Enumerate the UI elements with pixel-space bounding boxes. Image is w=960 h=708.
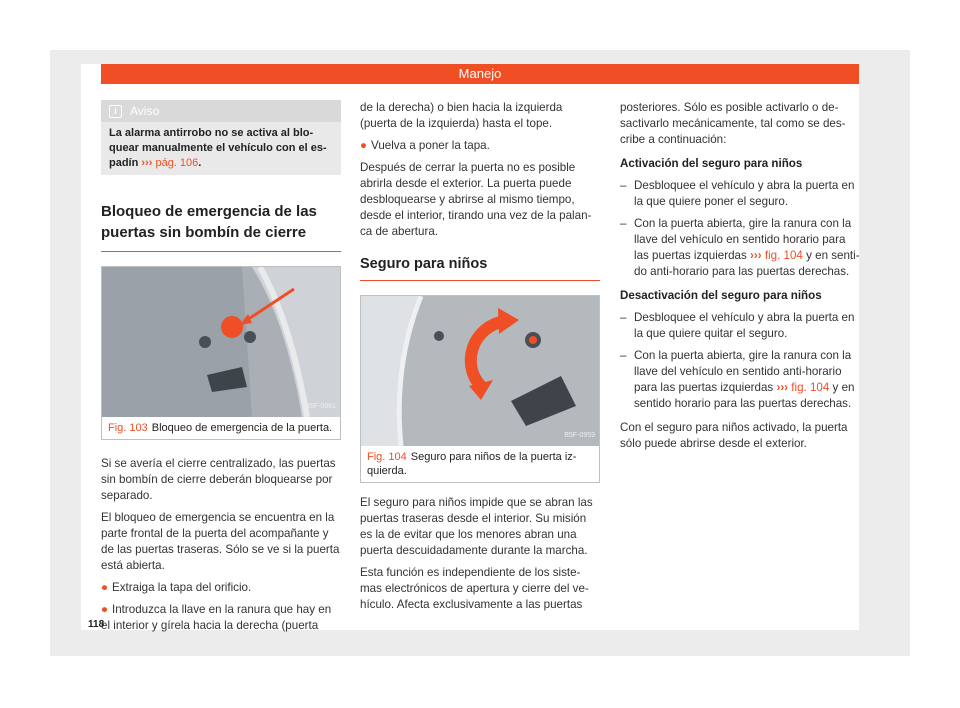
dash-text: Desbloquee el vehículo y abra la puerta en la que quiere quitar el seguro. bbox=[634, 311, 855, 340]
column-3 bbox=[620, 100, 860, 458]
dash-marker: – bbox=[620, 179, 627, 192]
dash-text: Con la puerta abierta, gire la ranura con la llave del vehículo en sentido horario para las puertas izquierdas bbox=[634, 217, 852, 262]
child-lock-illustration bbox=[361, 296, 599, 446]
aviso-text bbox=[101, 122, 341, 175]
column-1 bbox=[101, 100, 341, 640]
bullet-text: Introduzca la llave en la ranura que hay en el interior y gírela hacia la derecha (puerta bbox=[101, 603, 332, 632]
dash-text: Con la puerta abierta, gire la ranura con la llave del vehículo en sentido anti-horario para las puertas izquierdas bbox=[634, 349, 852, 394]
info-icon: i bbox=[109, 105, 122, 118]
aviso-text-body: La alarma antirrobo no se activa al blo-quear manualmente el vehículo con el es-padín bbox=[109, 127, 327, 169]
chapter-header: Manejo bbox=[101, 64, 859, 84]
dash-text-end: y en senti-do anti-horario para las puertas derechas. bbox=[634, 249, 860, 278]
figure-caption bbox=[102, 417, 340, 439]
aviso-end: . bbox=[198, 157, 202, 169]
subheading-deactivation: Desactivación del seguro para niños bbox=[620, 289, 822, 302]
door-lock-drawing bbox=[102, 267, 340, 417]
bullet-item bbox=[101, 602, 341, 634]
figure-104 bbox=[360, 295, 600, 483]
dash-item bbox=[620, 178, 860, 210]
page-number: 118 bbox=[88, 619, 105, 630]
dash-marker: – bbox=[620, 217, 627, 230]
paragraph: Después de cerrar la puerta no es posible abrirla desde el exterior. La puerta puede desbloquearse y abrirse al mismo tiempo, desde el interior, tirando una vez de la palan-ca de abertura. bbox=[360, 161, 592, 238]
page-reference-link[interactable]: pág. 106 bbox=[155, 157, 199, 169]
paragraph: Esta función es independiente de los siste-mas electrónicos de apertura y cierre del ve-hículo. Afecta exclusivamente a las puertas bbox=[360, 566, 589, 611]
dash-text-end: y en sentido horario para las puertas derechas. bbox=[634, 381, 855, 410]
paragraph: El seguro para niños impide que se abran las puertas traseras desde el interior. Su misión es la de evitar que los menores abran una puerta descuidadamente durante la marcha. bbox=[360, 496, 593, 557]
aviso-box bbox=[101, 100, 341, 175]
figure-label: Fig. 104 bbox=[367, 451, 407, 463]
figure-code: B5F-0961 bbox=[305, 403, 336, 410]
bullet-dot-icon: ● bbox=[101, 603, 109, 616]
bullet-dot-icon: ● bbox=[360, 139, 368, 152]
ref-arrows: ››› bbox=[141, 157, 153, 169]
door-lock-illustration bbox=[102, 267, 340, 417]
dash-text: Desbloquee el vehículo y abra la puerta en la que quiere poner el seguro. bbox=[634, 179, 855, 208]
bullet-item bbox=[360, 138, 600, 154]
column-2 bbox=[360, 100, 600, 619]
bullet-text: Vuelva a poner la tapa. bbox=[371, 139, 490, 152]
paragraph: Con el seguro para niños activado, la puerta sólo puede abrirse desde el exterior. bbox=[620, 421, 848, 450]
aviso-title: Aviso bbox=[130, 104, 160, 118]
figure-caption-text: Seguro para niños de la puerta iz-quierda. bbox=[367, 451, 577, 477]
figure-103 bbox=[101, 266, 341, 440]
figure-reference-link[interactable]: fig. 104 bbox=[764, 249, 803, 262]
figure-label: Fig. 103 bbox=[108, 422, 148, 434]
paragraph: Si se avería el cierre centralizado, las puertas sin bombín de cierre deberán bloquearse por separado. bbox=[101, 457, 336, 502]
dash-item bbox=[620, 310, 860, 342]
section-title-child-lock: Seguro para niños bbox=[360, 254, 600, 281]
figure-caption-text: Bloqueo de emergencia de la puerta. bbox=[151, 422, 333, 434]
paragraph: de la derecha) o bien hacia la izquierda (puerta de la izquierda) hasta el tope. bbox=[360, 101, 563, 130]
section-title-emergency-lock: Bloqueo de emergencia de las puertas sin bombín de cierre bbox=[101, 201, 341, 252]
bullet-text: Extraiga la tapa del orificio. bbox=[112, 581, 252, 594]
ref-arrows: ››› bbox=[750, 249, 762, 262]
figure-caption bbox=[361, 446, 599, 482]
paragraph: El bloqueo de emergencia se encuentra en la parte frontal de la puerta del acompañante y de las puertas traseras. Sólo se ve si la puerta está abierta. bbox=[101, 511, 340, 572]
dash-marker: – bbox=[620, 349, 627, 362]
dash-item bbox=[620, 216, 860, 280]
bullet-item bbox=[101, 580, 341, 596]
figure-reference-link[interactable]: fig. 104 bbox=[791, 381, 830, 394]
dash-marker: – bbox=[620, 311, 627, 324]
paragraph: posteriores. Sólo es posible activarlo o de-sactivarlo mecánicamente, tal como se des-cribe a continuación: bbox=[620, 101, 846, 146]
aviso-header bbox=[101, 100, 341, 122]
child-lock-drawing bbox=[361, 296, 599, 446]
figure-code: B5F-0959 bbox=[564, 432, 595, 439]
dash-item bbox=[620, 348, 860, 412]
ref-arrows: ››› bbox=[776, 381, 789, 394]
subheading-activation: Activación del seguro para niños bbox=[620, 157, 803, 170]
bullet-dot-icon: ● bbox=[101, 581, 109, 594]
